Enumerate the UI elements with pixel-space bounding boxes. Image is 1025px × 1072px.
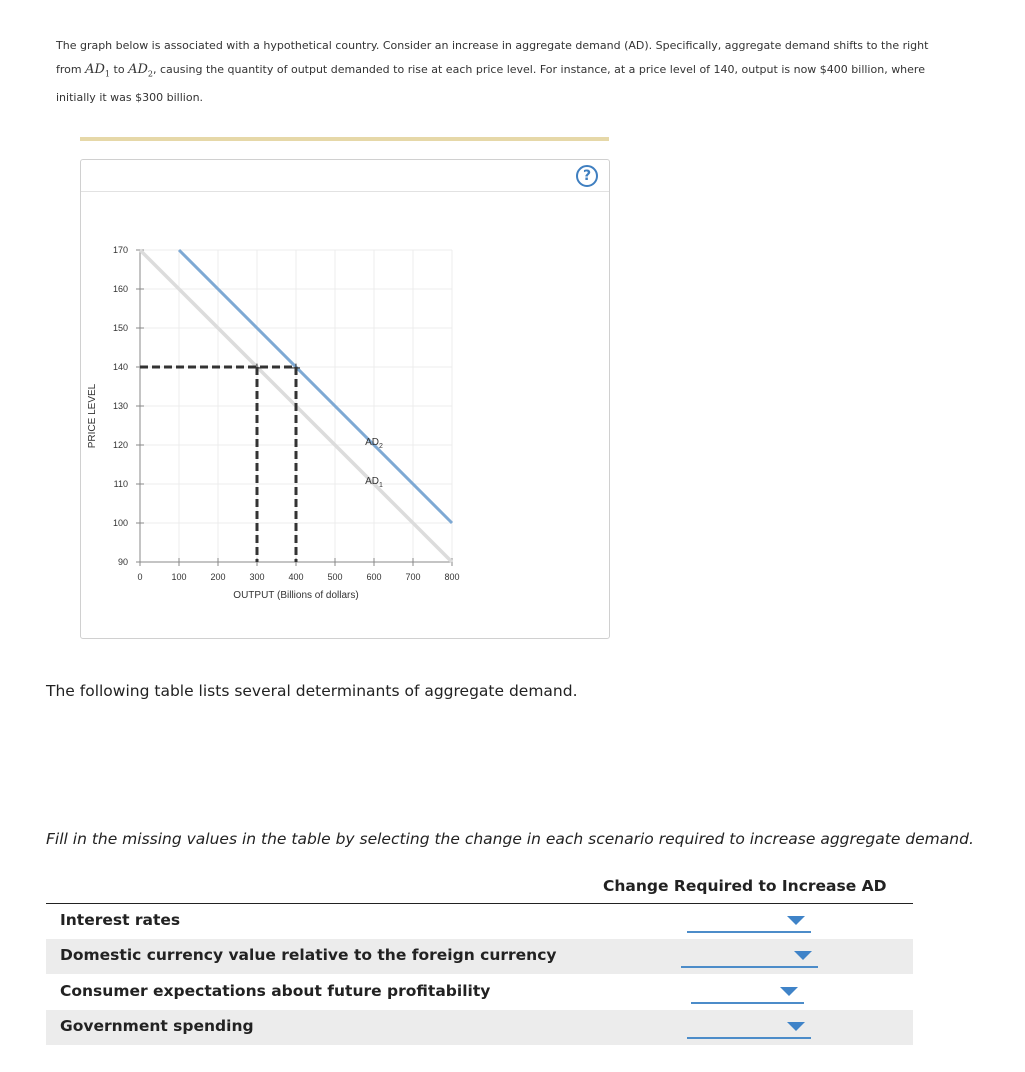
y-tick-label: 170 xyxy=(112,245,128,255)
x-tick-label: 500 xyxy=(327,572,343,582)
x-tick-label: 700 xyxy=(405,572,421,582)
guide-point-marker: + xyxy=(251,361,263,376)
table-row xyxy=(46,939,913,974)
x-tick-label: 300 xyxy=(249,572,265,582)
row-label: Interest rates xyxy=(60,911,181,929)
column-header: Change Required to Increase AD xyxy=(603,877,887,895)
ad-2-curve xyxy=(179,250,452,523)
table-row xyxy=(46,1010,913,1045)
y-tick-label: 150 xyxy=(112,323,128,333)
ad-1-label: $AD_1$ xyxy=(365,476,383,489)
intro-part-2: to xyxy=(110,62,129,76)
ad-to-symbol: $AD_2$ xyxy=(128,61,153,79)
y-tick-label: 110 xyxy=(113,479,128,489)
help-icon[interactable]: ? xyxy=(576,165,598,187)
government-spending-dropdown[interactable] xyxy=(687,1017,811,1039)
x-tick-label: 800 xyxy=(444,572,460,582)
intro-part-3: , causing the quantity of output demanded to rise at each price level. For instance, at a price level of 140, output is now $400 billion, where initially it was $300 billion. xyxy=(56,62,925,104)
table-intro-paragraph: The following table lists several determinants of aggregate demand. xyxy=(46,682,578,700)
section-divider xyxy=(80,137,609,141)
instruction-text: Fill in the missing values in the table by selecting the change in each scenario required to increase aggregate demand. xyxy=(46,830,974,848)
x-tick-label: 100 xyxy=(171,572,187,582)
consumer-expectations-dropdown[interactable] xyxy=(691,982,804,1004)
x-axis-title: OUTPUT (Billions of dollars) xyxy=(233,590,359,601)
row-label: Government spending xyxy=(60,1017,254,1035)
guide-point-marker: + xyxy=(290,361,302,376)
dropdown-arrow-icon xyxy=(787,916,805,925)
x-tick-label: 400 xyxy=(288,572,304,582)
currency-value-dropdown[interactable] xyxy=(681,946,818,968)
y-tick-label: 140 xyxy=(112,362,128,372)
x-tick-label: 600 xyxy=(366,572,382,582)
ad-from-symbol: $AD_1$ xyxy=(85,61,111,79)
y-tick-label: 160 xyxy=(112,284,128,294)
y-tick-label: 120 xyxy=(112,440,128,450)
intro-part-1: The graph below is associated with a hypothetical country. Consider an increase in aggregate demand (AD). Specifically, aggregate demand shifts to the right from xyxy=(56,39,929,76)
y-tick-label: 90 xyxy=(117,557,128,567)
x-tick-label: 200 xyxy=(210,572,226,582)
y-axis-title: PRICE LEVEL xyxy=(87,383,98,449)
table-row xyxy=(46,904,913,939)
y-tick-label: 100 xyxy=(112,518,128,528)
dropdown-arrow-icon xyxy=(794,951,812,960)
graph-panel xyxy=(80,159,610,639)
table-row xyxy=(46,975,913,1010)
row-label: Consumer expectations about future profitability xyxy=(60,982,491,1000)
dropdown-arrow-icon xyxy=(780,987,798,996)
intro-text xyxy=(56,34,956,109)
row-label: Domestic currency value relative to the foreign currency xyxy=(60,946,557,964)
ad-2-label: $AD_2$ xyxy=(365,437,383,450)
interest-rates-dropdown[interactable] xyxy=(687,911,811,933)
dropdown-arrow-icon xyxy=(787,1022,805,1031)
x-tick-label: 0 xyxy=(137,572,143,582)
ad-graph xyxy=(81,160,609,638)
y-tick-label: 130 xyxy=(112,401,128,411)
